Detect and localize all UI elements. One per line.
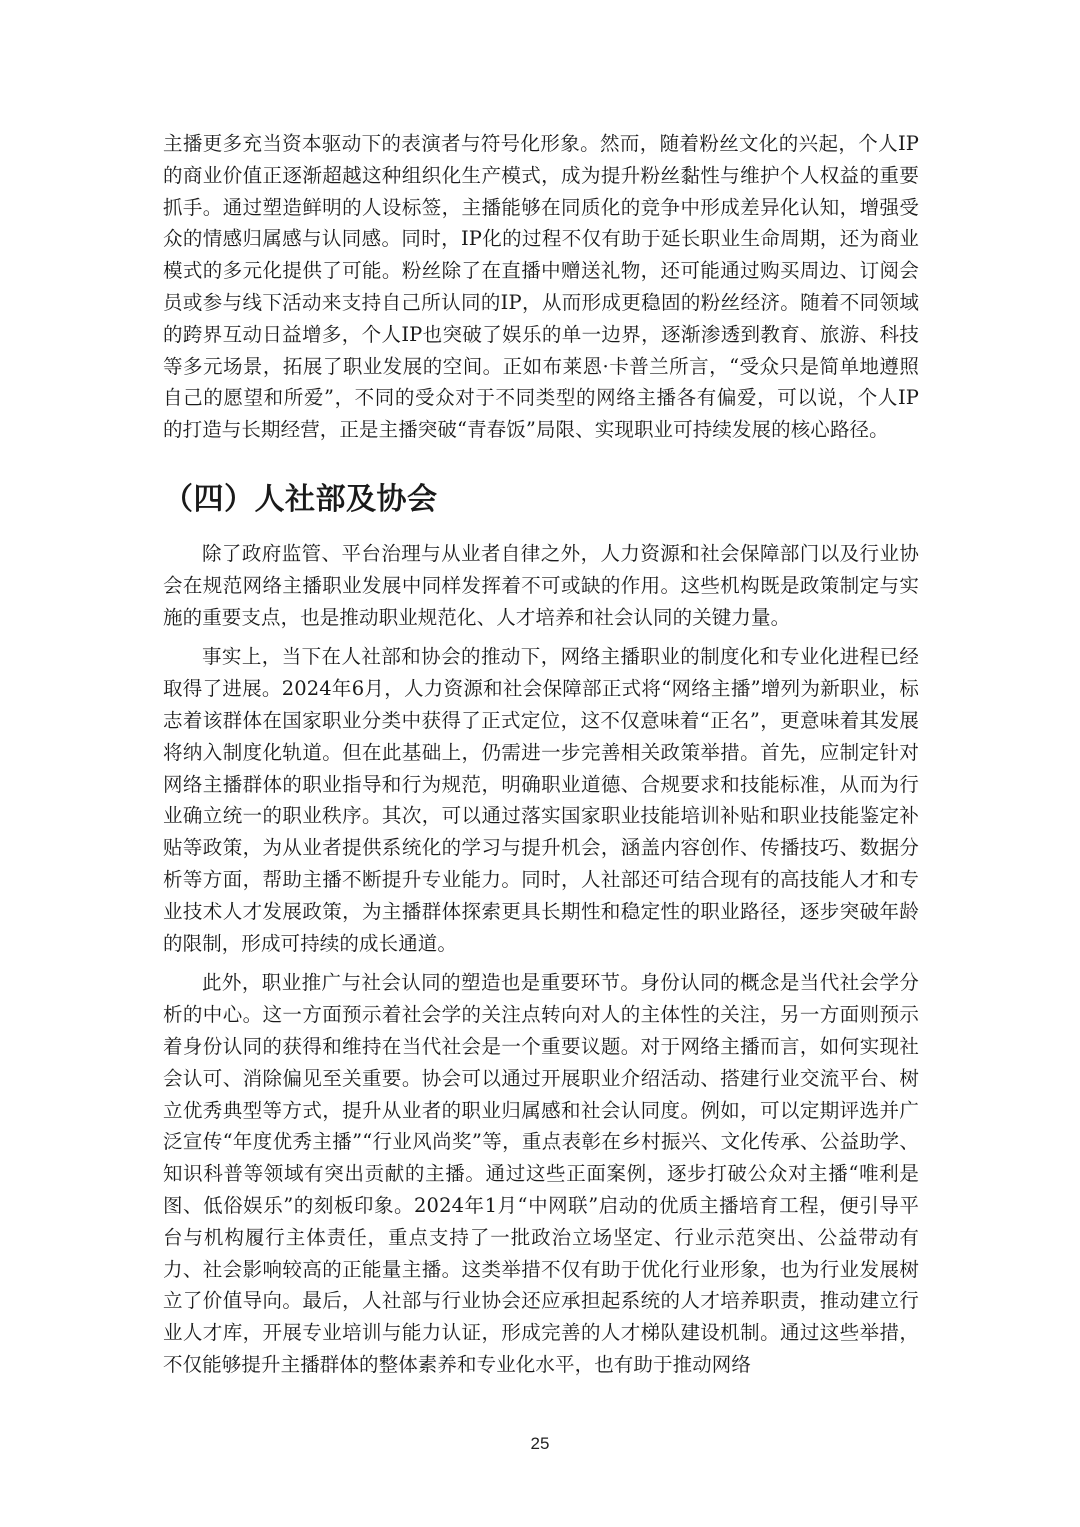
page-content bbox=[163, 128, 919, 1381]
paragraph-3: 此外，职业推广与社会认同的塑造也是重要环节。身份认同的概念是当代社会学分析的中心。这一方面预示着社会学的关注点转向对人的主体性的关注，另一方面则预示着身份认同的获得和维持在当代社会是一个重要议题。对于网络主播而言，如何实现社会认可、消除偏见至关重要。协会可以通过开展职业介绍活动、搭建行业交流平台、树立优秀典型等方式，提升从业者的职业归属感和社会认同度。例如，可以定期评选并广泛宣传“年度优秀主播”“行业风尚奖”等，重点表彰在乡村振兴、文化传承、公益助学、知识科普等领域有突出贡献的主播。通过这些正面案例，逐步打破公众对主播“唯利是图、低俗娱乐”的刻板印象。2024年1月“中网联”启动的优质主播培育工程，便引导平台与机构履行主体责任，重点支持了一批政治立场坚定、行业示范突出、公益带动有力、社会影响较高的正能量主播。这类举措不仅有助于优化行业形象，也为行业发展树立了价值导向。最后，人社部与行业协会还应承担起系统的人才培养职责，推动建立行业人才库，开展专业培训与能力认证，形成完善的人才梯队建设机制。通过这些举措，不仅能够提升主播群体的整体素养和专业化水平，也有助于推动网络 bbox=[163, 971, 919, 1376]
section-heading: （四）人社部及协会 bbox=[163, 481, 438, 517]
paragraph-2: 事实上，当下在人社部和协会的推动下，网络主播职业的制度化和专业化进程已经取得了进展。2024年6月，人力资源和社会保障部正式将“网络主播”增列为新职业，标志着该群体在国家职业分类中获得了正式定位，这不仅意味着“正名”，更意味着其发展将纳入制度化轨道。但在此基础上，仍需进一步完善相关政策举措。首先，应制定针对网络主播群体的职业指导和行为规范，明确职业道德、合规要求和技能标准，从而为行业确立统一的职业秩序。其次，可以通过落实国家职业技能培训补贴和职业技能鉴定补贴等政策，为从业者提供系统化的学习与提升机会，涵盖内容创作、传播技巧、数据分析等方面，帮助主播不断提升专业能力。同时，人社部还可结合现有的高技能人才和专业技术人才发展政策，为主播群体探索更具长期性和稳定性的职业路径，逐步突破年龄的限制，形成可持续的成长通道。 bbox=[163, 645, 919, 955]
paragraph-1: 除了政府监管、平台治理与从业者自律之外，人力资源和社会保障部门以及行业协会在规范网络主播职业发展中同样发挥着不可或缺的作用。这些机构既是政策制定与实施的重要支点，也是推动职业规范化、人才培养和社会认同的关键力量。 bbox=[163, 541, 919, 629]
page-number: 25 bbox=[530, 1434, 550, 1453]
continued-paragraph: 主播更多充当资本驱动下的表演者与符号化形象。然而，随着粉丝文化的兴起，个人IP的商业价值正逐渐超越这种组织化生产模式，成为提升粉丝黏性与维护个人权益的重要抓手。通过塑造鲜明的人设标签，主播能够在同质化的竞争中形成差异化认知，增强受众的情感归属感与认同感。同时，IP化的过程不仅有助于延长职业生命周期，还为商业模式的多元化提供了可能。粉丝除了在直播中赠送礼物，还可能通过购买周边、订阅会员或参与线下活动来支持自己所认同的IP，从而形成更稳固的粉丝经济。随着不同领域的跨界互动日益增多，个人IP也突破了娱乐的单一边界，逐渐渗透到教育、旅游、科技等多元场景，拓展了职业发展的空间。正如布莱恩·卡普兰所言，“受众只是简单地遵照自己的愿望和所爱”，不同的受众对于不同类型的网络主播各有偏爱，可以说，个人IP的打造与长期经营，正是主播突破“青春饭”局限、实现职业可持续发展的核心路径。 bbox=[163, 132, 919, 442]
